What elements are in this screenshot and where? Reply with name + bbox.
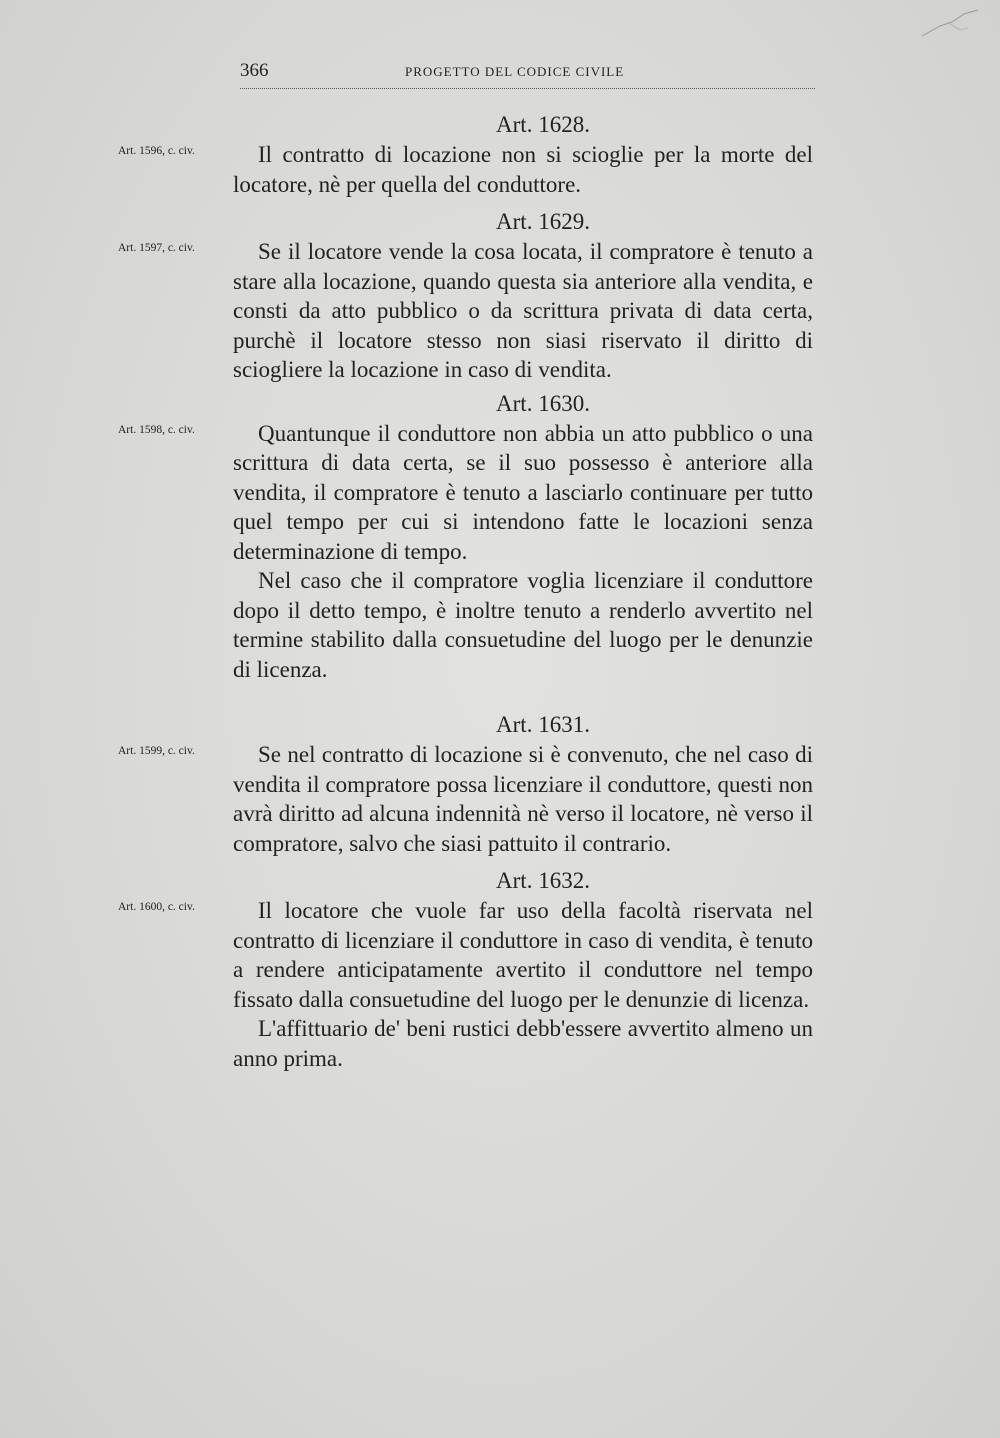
article-1629	[118, 207, 813, 385]
article-1631	[118, 710, 813, 858]
body-text	[118, 110, 813, 1073]
article-paragraph: Nel caso che il compratore voglia licenziare il conduttore dopo il detto tempo, è inoltre tenuto a renderlo avvertito nel termine stabilito dalla consuetudine del luogo per le denunzie di licenza.	[233, 568, 813, 682]
article-paragraph: Quantunque il conduttore non abbia un atto pubblico o una scrittura di data certa, se il suo possesso è anteriore alla vendita, il compratore è tenuto a lasciarlo continuare per tutto quel tempo per cui si intendono fatte le locazioni senza determinazione di tempo.	[233, 420, 813, 564]
article-heading: Art. 1628.	[496, 112, 590, 137]
margin-reference: Art. 1599, c. civ.	[118, 745, 195, 757]
article-heading: Art. 1632.	[496, 868, 590, 893]
margin-reference: Art. 1597, c. civ.	[118, 242, 195, 254]
page-number: 366	[240, 60, 269, 81]
article-paragraph: Se nel contratto di locazione si è convenuto, che nel caso di vendita il compratore possa licenziare il conduttore, questi non avrà diritto ad alcuna indennità nè verso il locatore, nè verso il compratore, salvo che siasi pattuito il contrario.	[233, 742, 813, 856]
margin-reference: Art. 1598, c. civ.	[118, 423, 195, 436]
running-title: PROGETTO DEL CODICE CIVILE	[405, 64, 625, 79]
running-head	[240, 60, 815, 89]
article-heading: Art. 1629.	[496, 209, 590, 234]
article-paragraph: Il contratto di locazione non si scioglie per la morte del locatore, nè per quella del conduttore.	[233, 142, 813, 197]
margin-reference: Art. 1600, c. civ.	[118, 901, 195, 913]
article-1630	[118, 389, 813, 685]
article-heading: Art. 1631.	[496, 712, 590, 737]
corner-tear-mark	[920, 8, 980, 38]
article-heading: Art. 1630.	[496, 390, 590, 416]
article-paragraph: Il locatore che vuole far uso della facoltà riservata nel contratto di licenziare il conduttore in caso di vendita, è tenuto a rendere anticipatamente avertito il conduttore nel tempo fissato dalla consuetudine del luogo per le denunzie di licenza.	[233, 898, 813, 1012]
article-1628	[118, 110, 813, 199]
article-paragraph: Se il locatore vende la cosa locata, il compratore è tenuto a stare alla locazione, quando questa sia anteriore alla vendita, e consti da atto pubblico o da scrittura privata di data certa, purchè il locatore stesso non siasi riservato il diritto di sciogliere la locazione in caso di vendita.	[233, 239, 813, 382]
article-1632	[118, 866, 813, 1073]
margin-reference: Art. 1596, c. civ.	[118, 145, 195, 157]
article-paragraph: L'affittuario de' beni rustici debb'essere avvertito almeno un anno prima.	[233, 1016, 813, 1071]
